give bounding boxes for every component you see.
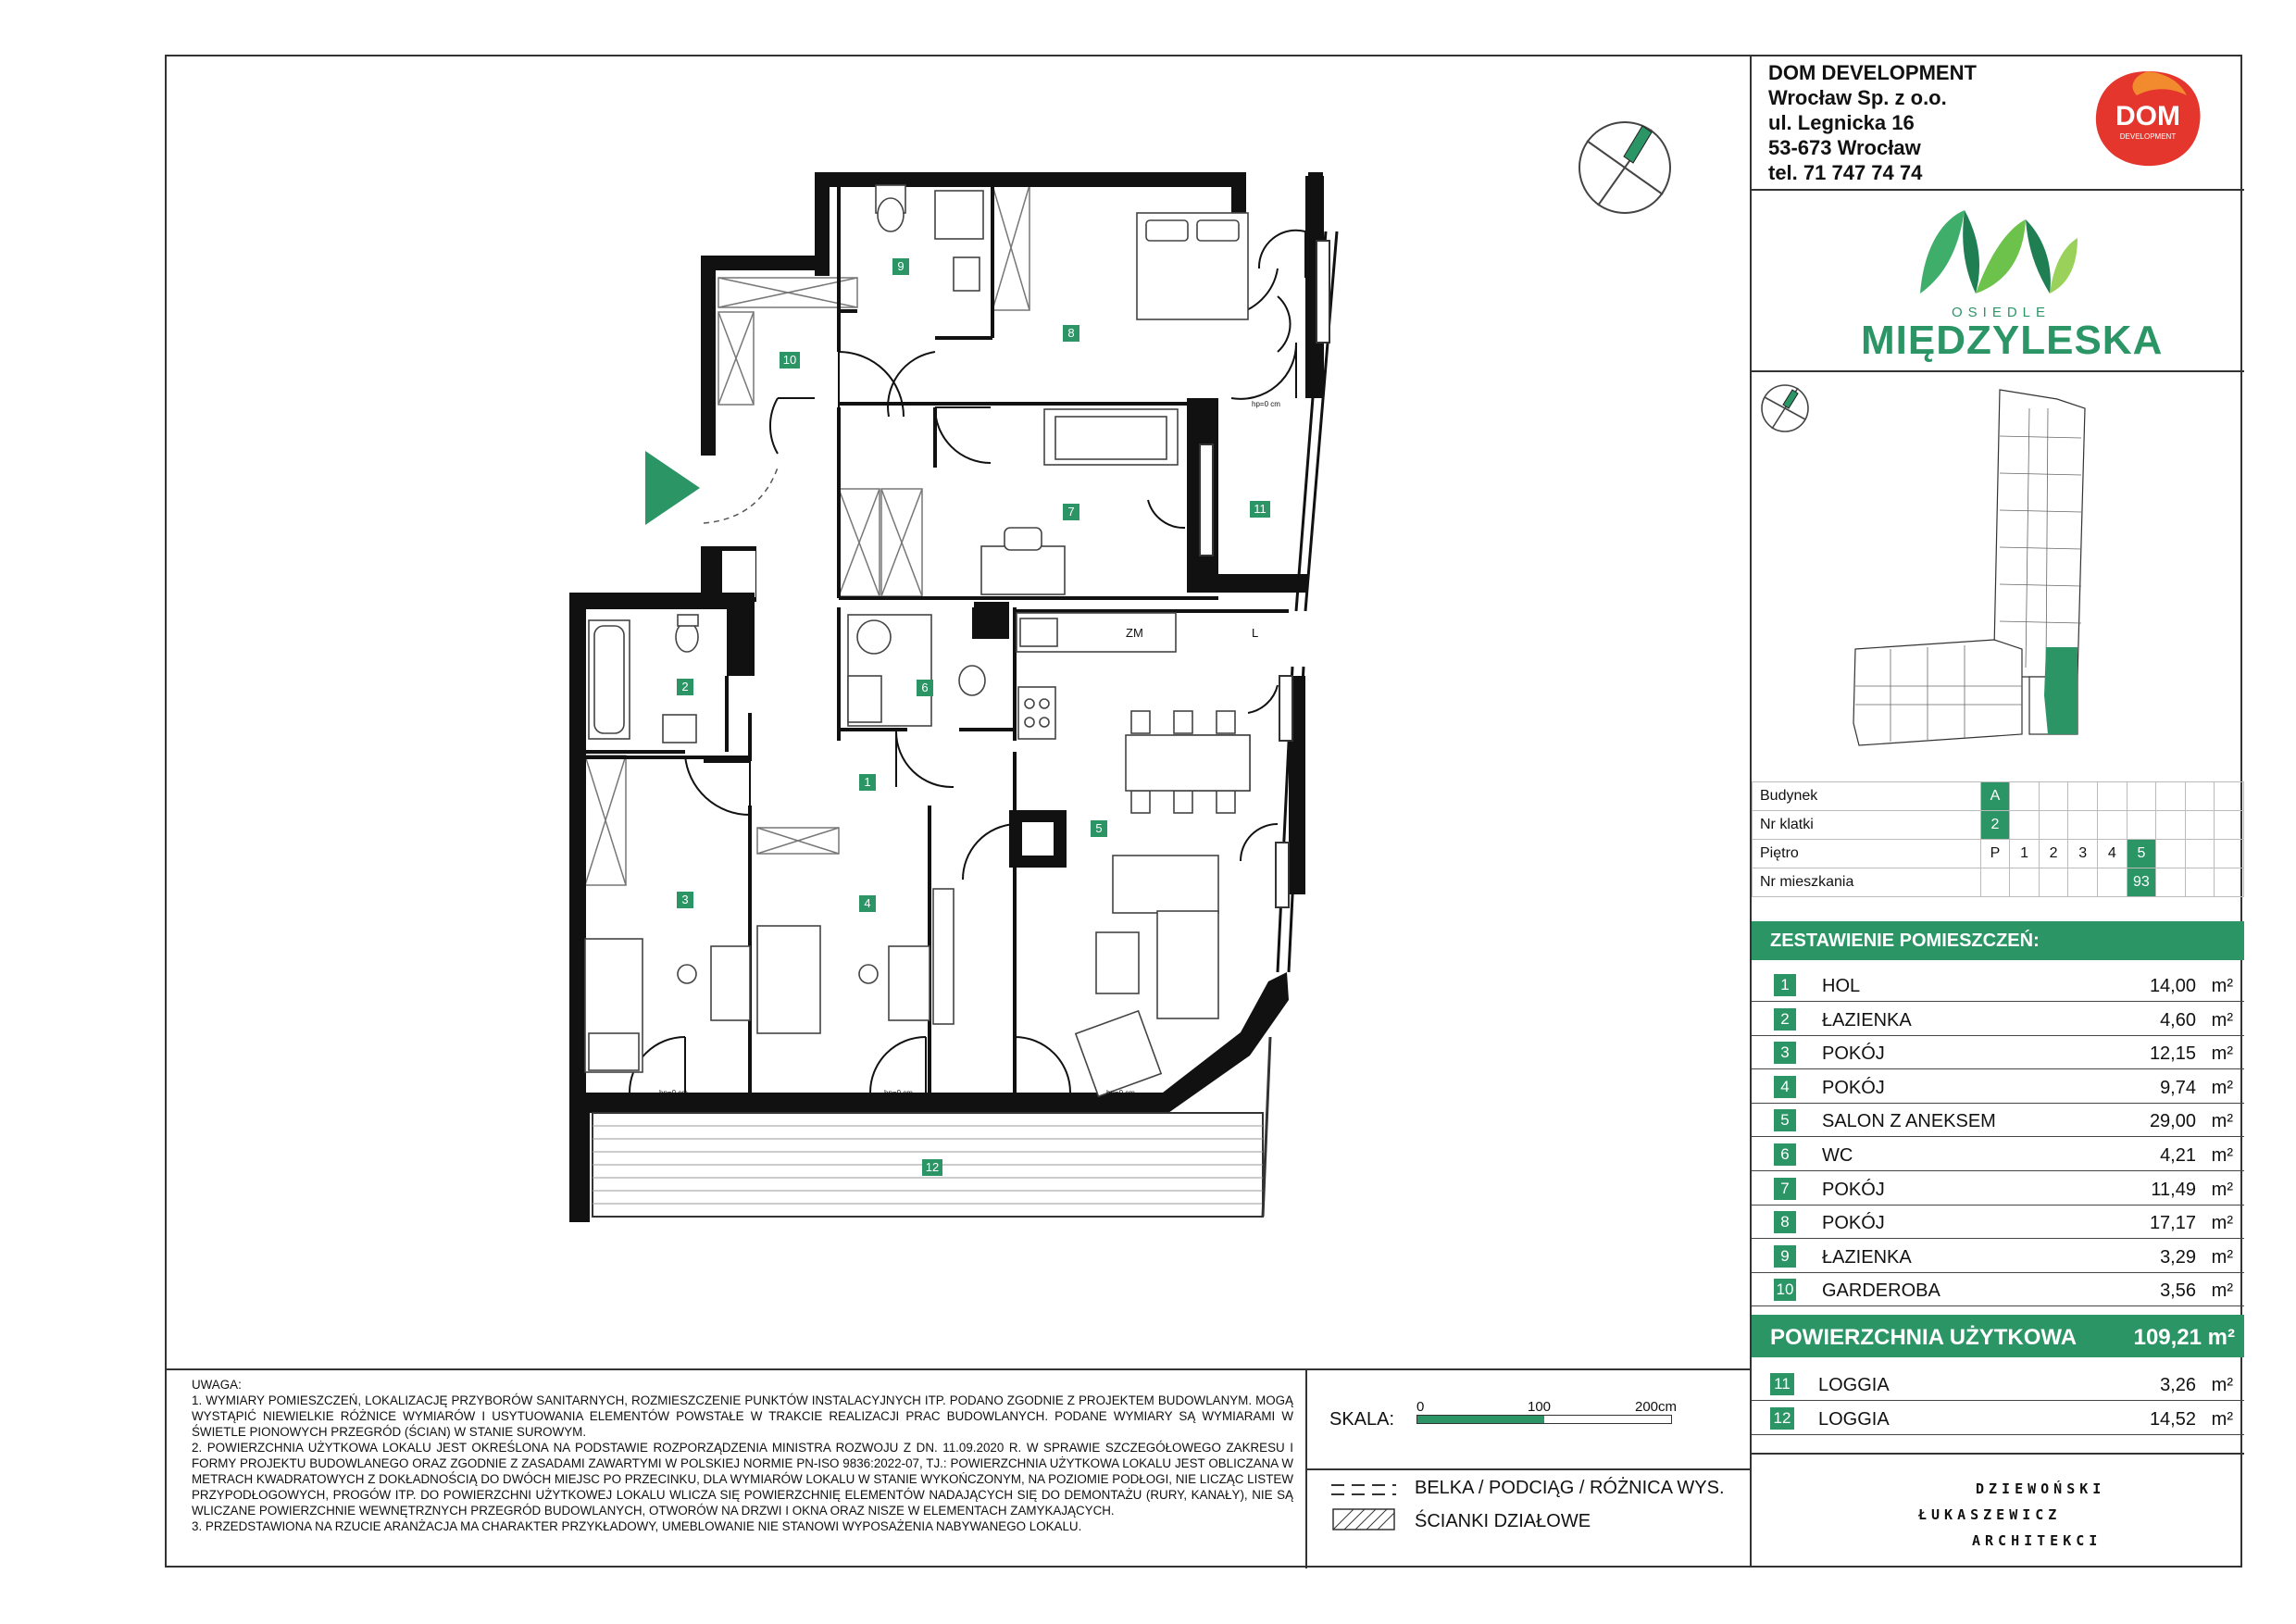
label-nr-mieszkania: Nr mieszkania [1753, 868, 1981, 897]
cell [2010, 811, 2040, 840]
cell: 2 [2039, 840, 2068, 868]
door-note: hp=0 cm [659, 1089, 688, 1097]
room-area: 29,00 m² [2149, 1111, 2233, 1132]
cell [2215, 811, 2244, 840]
room-row [1752, 1172, 2244, 1206]
loggia-row [1752, 1402, 2244, 1435]
dom-logo-sub: DEVELOPMENT [2119, 132, 2177, 141]
room-area: 4,21 m² [2160, 1145, 2233, 1166]
room-number: 6 [1774, 1143, 1796, 1166]
cell: 93 [2127, 868, 2156, 897]
cell [2039, 868, 2068, 897]
company-name: DOM DEVELOPMENT [1768, 61, 1977, 84]
room-tag-7: 7 [1063, 504, 1079, 520]
loggia-row [1752, 1368, 2244, 1401]
room-name: POKÓJ [1822, 1077, 1885, 1098]
total-value: 109,21 m² [2133, 1325, 2235, 1350]
room-tag-12: 12 [922, 1159, 942, 1176]
cell [2185, 868, 2215, 897]
cell [1980, 868, 2010, 897]
room-number: 7 [1774, 1178, 1796, 1200]
cell [2098, 782, 2128, 811]
row-nr-mieszkania [1753, 868, 2244, 897]
project-logo-name: MIĘDZYLESKA [1861, 318, 2164, 363]
room-name: ŁAZIENKA [1822, 1009, 1912, 1031]
cell [2156, 868, 2186, 897]
room-name: POKÓJ [1822, 1043, 1885, 1065]
furniture [585, 185, 1250, 1096]
room-name: SALON Z ANEKSEM [1822, 1111, 1996, 1132]
architect-l2: ŁUKASZEWICZ [1918, 1506, 2062, 1523]
cell: A [1980, 782, 2010, 811]
room-tag-9: 9 [892, 258, 909, 275]
notes-title: UWAGA: [192, 1378, 242, 1392]
room-name: POKÓJ [1822, 1179, 1885, 1200]
room-number: 4 [1774, 1076, 1796, 1098]
total-area [1752, 1315, 2244, 1357]
label-pietro: Piętro [1753, 840, 1981, 868]
room-number: 5 [1774, 1109, 1796, 1131]
room-area: 14,52 m² [2149, 1408, 2233, 1430]
company-street: ul. Legnicka 16 [1768, 111, 1915, 134]
room-tag-11: 11 [1250, 501, 1270, 518]
room-row [1752, 1138, 2244, 1171]
cell: 5 [2127, 840, 2156, 868]
room-tag-6: 6 [917, 680, 933, 696]
room-number: 12 [1770, 1407, 1794, 1430]
room-name: GARDEROBA [1822, 1280, 1940, 1302]
selected-apartment-highlight [2044, 647, 2078, 734]
scale-label: SKALA: [1329, 1409, 1395, 1430]
room-tag-3: 3 [677, 892, 693, 908]
compass-small-icon [1762, 385, 1808, 431]
room-number: 11 [1770, 1373, 1794, 1395]
scale-tick-0: 0 [1416, 1399, 1425, 1415]
cell [2068, 811, 2098, 840]
total-label: POWIERZCHNIA UŻYTKOWA [1770, 1325, 2078, 1350]
legend-symbols [1329, 1478, 1404, 1543]
room-number: 3 [1774, 1042, 1796, 1064]
dom-development-logo [2090, 68, 2205, 169]
room-name: POKÓJ [1822, 1213, 1885, 1234]
room-area: 14,00 m² [2149, 976, 2233, 996]
room-tag-2: 2 [677, 679, 693, 695]
project-logo-small: OSIEDLE [1952, 305, 2052, 320]
walls [569, 172, 1324, 1222]
cell [2010, 868, 2040, 897]
note-2: 2. POWIERZCHNIA UŻYTKOWA LOKALU JEST OKREŚLONA NA PODSTAWIE ROZPORZĄDZENIA MINISTRA ROZWOJU Z DN. 11.09.2020 R. W SPRAWIE SZCZEGÓŁOWEGO ZAKRESU I FORMY PROJEKTU BUDOWLANEGO ORAZ ZGODNIE Z ZASADAMI ZAWARTYMI W POLSKIEJ NORMIE PN-ISO 9836:2022-07, TJ.: POWIERZCHNIA UŻYTKOWA LOKALU JEST OBLICZANA W METRACH KWADRATOWYCH Z DOKŁADNOŚCIĄ DO DWÓCH MIEJSC PO PRZECINKU, DLA WYMIARÓW LOKALU W STANIE WYKOŃCZONYM, NA POZIOMIE PODŁOGI, NIE LICZĄC LISTEW PRZYPODŁOGOWYCH, PROGÓW ITP. DO POWIERZCHNI UŻYTKOWEJ LOKALU WLICZA SIĘ POWIERZCHNIĘ ELEMENTÓW NADAJĄCYCH SIĘ DO DEMONTAŻU (RURY, KANAŁY), NIE SĄ WLICZANE POWIERZCHNIE WEWNĘTRZNYCH PRZEGRÓD BUDOWLANYCH, OTWORÓW NA DRZWI I OKNA ORAZ NISZE W ELEMENTACH ZAMYKAJĄCYCH. [192, 1441, 1293, 1518]
room-row [1752, 1273, 2244, 1306]
cell [2127, 782, 2156, 811]
note-1: 1. WYMIARY POMIESZCZEŃ, LOKALIZACJĘ PRZYBORÓW SANITARNYCH, ROZMIESZCZENIE PUNKTÓW INSTALACYJNYCH ITP. PODANO ZGODNIE Z PROJEKTEM BUDOWLANYM. MOGĄ WYSTĄPIĆ NIEWIELKIE RÓŻNICE WYMIARÓW I USYTUOWANIA ELEMENTÓW POWSTAŁE W TRAKCIE REALIZACJI PRAC BUDOWLANYCH. PODANE WYMIARY SĄ WYMIARAMI W ŚWIETLE PIONOWYCH PRZEGRÓD (ŚCIAN) W STANIE SUROWYM. [192, 1393, 1293, 1439]
room-area: 9,74 m² [2160, 1077, 2233, 1098]
architect-l1: DZIEWOŃSKI [1976, 1480, 2106, 1497]
room-row [1752, 1206, 2244, 1239]
compass-icon [1579, 122, 1670, 213]
apartment-info-table [1752, 781, 2244, 897]
cell [2215, 868, 2244, 897]
room-number: 10 [1774, 1279, 1796, 1301]
cell [2185, 811, 2215, 840]
room-row [1752, 1240, 2244, 1273]
cell: P [1980, 840, 2010, 868]
row-pietro [1753, 840, 2244, 868]
company-address [1768, 60, 1977, 185]
notes [192, 1377, 1293, 1534]
room-row [1752, 1003, 2244, 1036]
cell [2156, 811, 2186, 840]
note-3: 3. PRZEDSTAWIONA NA RZUCIE ARANŻACJA MA CHARAKTER PRZYKŁADOWY, UMEBLOWANIE NIE STANOWI WYPOSAŻENIA NABYWANEGO LOKALU. [192, 1519, 1082, 1533]
room-name: LOGGIA [1818, 1375, 1890, 1395]
room-row [1752, 1104, 2244, 1137]
cell [2068, 868, 2098, 897]
room-name: ŁAZIENKA [1822, 1246, 1912, 1268]
door-note: hp=0 cm [1106, 1089, 1135, 1097]
company-city: 53-673 Wrocław [1768, 136, 1921, 159]
scale-tick-100: 100 [1528, 1399, 1552, 1415]
architect-logo [1918, 1480, 2106, 1555]
room-name: HOL [1822, 976, 1861, 996]
cell [2068, 782, 2098, 811]
oven-label: L [1252, 626, 1259, 640]
row-budynek [1753, 782, 2244, 811]
row-klatka [1753, 811, 2244, 840]
cell [2127, 811, 2156, 840]
fridge-label: ZM [1126, 626, 1143, 640]
cell: 1 [2010, 840, 2040, 868]
room-number: 1 [1774, 974, 1796, 996]
cell [2156, 782, 2186, 811]
legend-beam: BELKA / PODCIĄG / RÓŻNICA WYS. [1415, 1478, 1725, 1498]
cell [2185, 782, 2215, 811]
room-area: 17,17 m² [2149, 1213, 2233, 1234]
miedzyleska-leaf-logo-icon [1915, 201, 2081, 303]
cell [2098, 811, 2128, 840]
room-area: 12,15 m² [2149, 1043, 2233, 1065]
room-row [1752, 968, 2244, 1002]
room-area: 4,60 m² [2160, 1009, 2233, 1031]
company-phone: tel. 71 747 74 74 [1768, 161, 1923, 184]
room-tag-10: 10 [780, 352, 800, 369]
room-row [1752, 1036, 2244, 1069]
info-panel [1750, 55, 2242, 1568]
cell [2039, 811, 2068, 840]
cell [2039, 782, 2068, 811]
room-area: 11,49 m² [2151, 1179, 2233, 1200]
entrance-arrow-icon [645, 451, 700, 525]
room-name: WC [1822, 1145, 1853, 1166]
cell: 3 [2068, 840, 2098, 868]
company-sub: Wrocław Sp. z o.o. [1768, 86, 1947, 109]
room-name: LOGGIA [1818, 1408, 1890, 1430]
rooms-title: ZESTAWIENIE POMIESZCZEŃ: [1752, 921, 2244, 960]
door-note: hp=0 cm [884, 1089, 913, 1097]
room-number: 9 [1774, 1245, 1796, 1268]
architect-l3: ARCHITEKCI [1972, 1532, 2103, 1549]
scale-bar [1416, 1415, 1672, 1424]
label-budynek: Budynek [1753, 782, 1981, 811]
cell [2185, 840, 2215, 868]
label-klatka: Nr klatki [1753, 811, 1981, 840]
room-area: 3,56 m² [2160, 1280, 2233, 1302]
room-tag-8: 8 [1063, 325, 1079, 342]
door-note: hp=0 cm [1252, 400, 1280, 408]
cell [2098, 868, 2128, 897]
cell: 4 [2098, 840, 2128, 868]
legend-walls: ŚCIANKI DZIAŁOWE [1415, 1511, 1591, 1531]
room-area: 3,26 m² [2160, 1375, 2233, 1395]
room-tag-5: 5 [1091, 820, 1107, 837]
building-key-plan [1752, 371, 2244, 779]
cell: 2 [1980, 811, 2010, 840]
room-tag-4: 4 [859, 895, 876, 912]
dom-logo-text: DOM [2115, 101, 2180, 131]
room-row [1752, 1070, 2244, 1104]
room-number: 2 [1774, 1008, 1796, 1031]
room-area: 3,29 m² [2160, 1246, 2233, 1268]
cell [2215, 782, 2244, 811]
cell [2215, 840, 2244, 868]
cell [2156, 840, 2186, 868]
room-tag-1: 1 [859, 774, 876, 791]
room-number: 8 [1774, 1211, 1796, 1233]
scale-tick-200: 200cm [1635, 1399, 1678, 1415]
cell [2010, 782, 2040, 811]
